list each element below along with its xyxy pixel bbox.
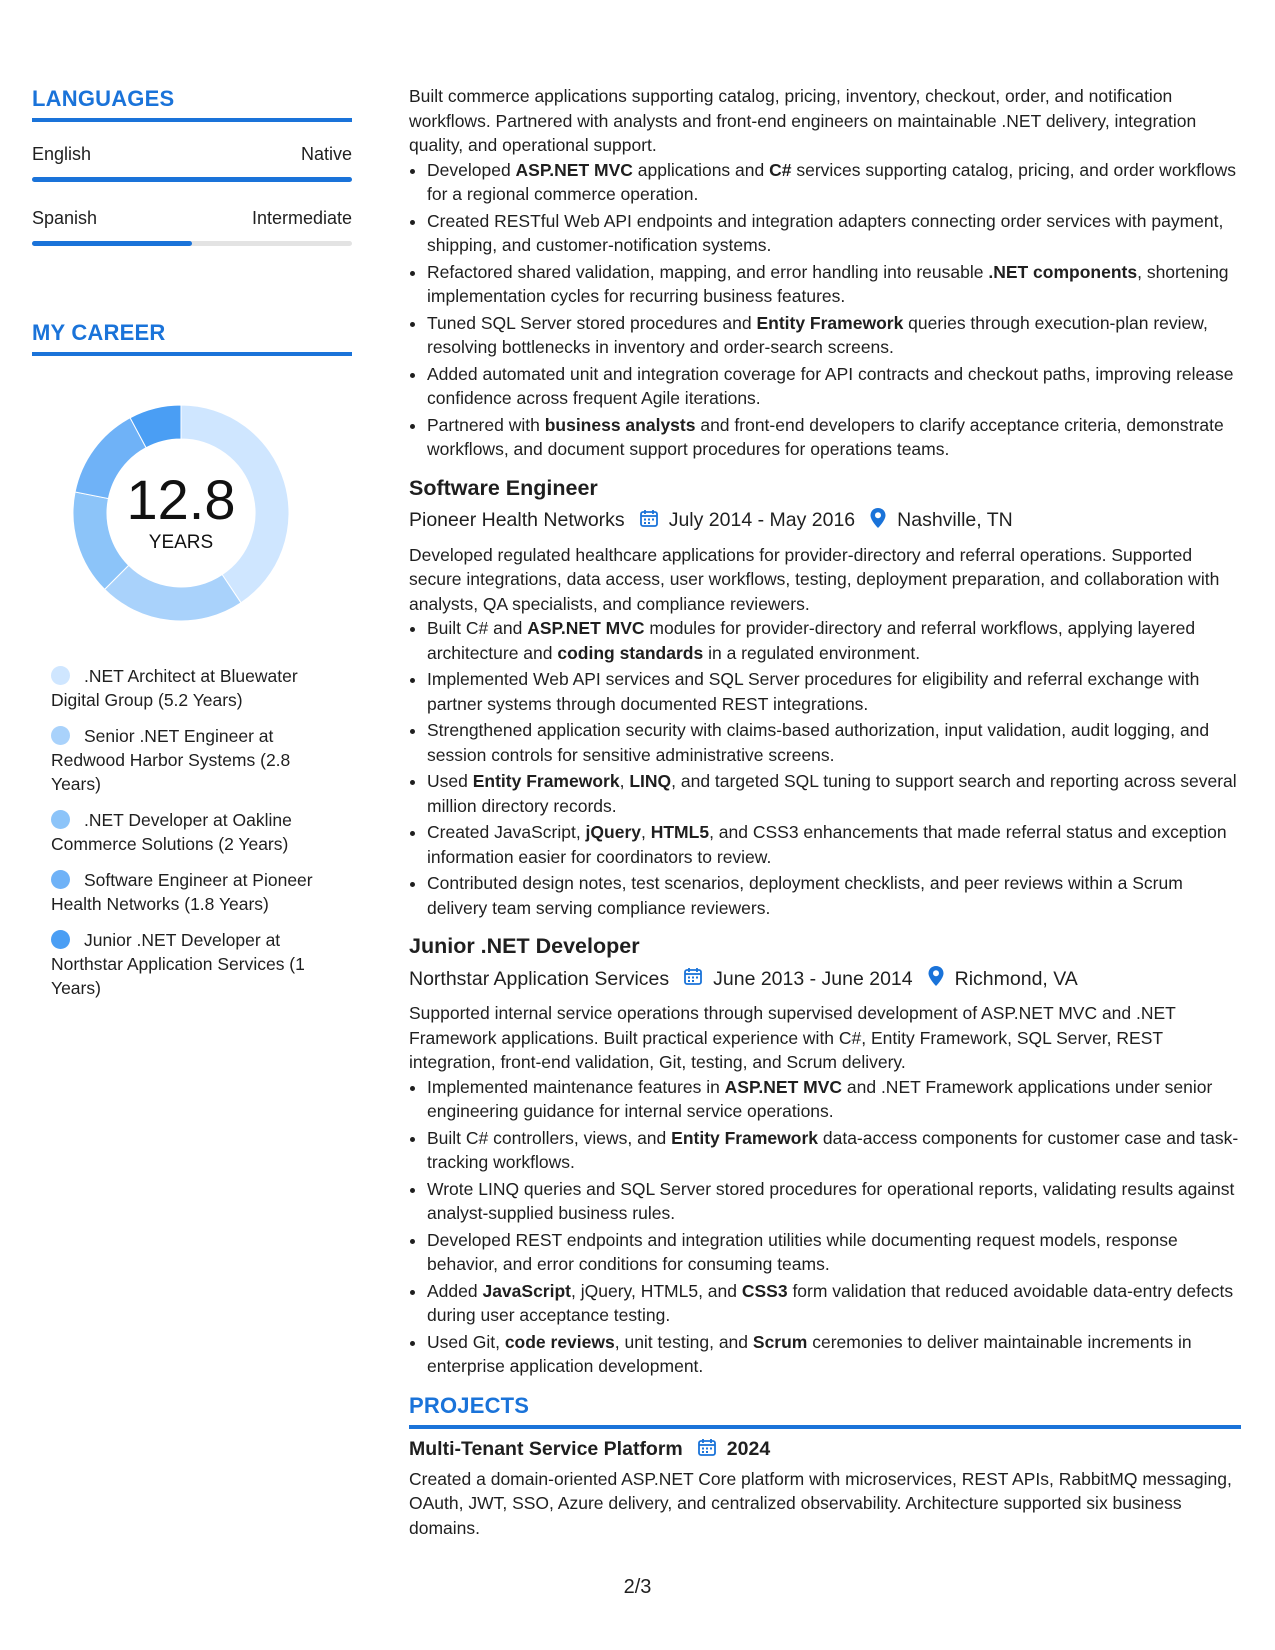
language-level-bar: [32, 241, 352, 246]
career-legend-item: [51, 808, 336, 856]
map-pin-icon: [927, 965, 945, 993]
project-entry: [409, 1437, 1241, 1541]
job-bullets: [409, 158, 1241, 462]
career-section: [32, 320, 352, 1000]
calendar-icon: [683, 966, 703, 992]
bullet-item: • Refactored shared validation, mapping, and error handling into reusable .NET components, shortening implementation cycles for recurring business features.: [427, 260, 1241, 309]
language-level: Intermediate: [251, 208, 352, 228]
career-donut-chart: [66, 398, 296, 628]
bullet-item: • Wrote LINQ queries and SQL Server stored procedures for operational reports, validating results against analyst-supplied business rules.: [427, 1177, 1241, 1226]
project-name: Multi-Tenant Service Platform: [409, 1438, 683, 1460]
bullet-item: • Built C# controllers, views, and Entity Framework data-access components for customer case and task-tracking workflows.: [427, 1126, 1241, 1175]
job-title: Software Engineer: [409, 475, 598, 500]
bullet-item: • Strengthened application security with claims-based authorization, input validation, audit logging, and session controls for sensitive administrative screens.: [427, 718, 1241, 767]
legend-label: Software Engineer at Pioneer Health Networks (1.8 Years): [51, 870, 313, 914]
language-level-bar: [32, 177, 352, 182]
language-name: English: [32, 144, 92, 164]
bullet-item: • Developed REST endpoints and integration utilities while documenting request models, response behavior, and error conditions for consuming teams.: [427, 1228, 1241, 1277]
bullet-item: • Built C# and ASP.NET MVC modules for provider-directory and referral workflows, applying layered architecture and coding standards in a regulated environment.: [427, 616, 1241, 665]
career-legend-item: [51, 664, 336, 712]
bullet-item: • Added automated unit and integration coverage for API contracts and checkout paths, improving release confidence across frequent Agile iterations.: [427, 362, 1241, 411]
legend-dot: [51, 666, 70, 685]
legend-dot: [51, 726, 70, 745]
projects-heading: PROJECTS: [409, 1393, 1241, 1429]
language-item: [32, 144, 352, 182]
legend-label: .NET Developer at Oakline Commerce Solutions (2 Years): [51, 810, 292, 854]
project-header: [409, 1437, 1241, 1463]
project-description: Created a domain-oriented ASP.NET Core platform with microservices, REST APIs, RabbitMQ messaging, OAuth, JWT, SSO, Azure delivery, and centralized observability. Architecture supported six business domains.: [409, 1468, 1232, 1538]
legend-label: Senior .NET Engineer at Redwood Harbor Systems (2.8 Years): [51, 726, 291, 794]
job-dates: June 2013 - June 2014: [713, 967, 913, 990]
projects-section: [409, 1393, 1241, 1541]
language-level-fill: [32, 177, 352, 182]
legend-dot: [51, 810, 70, 829]
job-summary: Supported internal service operations through supervised development of ASP.NET MVC and .NET Framework applications. Built practical experience with C#, Entity Framework, SQL Server, REST integration, front-end validation, Git, testing, and Scrum delivery.: [409, 1003, 1176, 1072]
main-column: [409, 84, 1241, 1540]
calendar-icon: [639, 508, 659, 534]
job-location: Richmond, VA: [954, 967, 1078, 990]
job-bullets: [409, 1075, 1241, 1379]
job-meta: [409, 965, 1241, 993]
language-name: Spanish: [32, 208, 98, 228]
job-bullets: [409, 616, 1241, 920]
career-heading: MY CAREER: [32, 320, 352, 356]
legend-label: .NET Architect at Bluewater Digital Group (5.2 Years): [51, 666, 298, 710]
intro-block: [409, 84, 1241, 462]
job-entry: [409, 934, 1241, 1379]
career-total: [66, 398, 296, 628]
legend-dot: [51, 870, 70, 889]
bullet-item: • Partnered with business analysts and front-end developers to clarify acceptance criteria, demonstrate workflows, and document support procedures for operations teams.: [427, 413, 1241, 462]
bullet-item: • Used Git, code reviews, unit testing, and Scrum ceremonies to deliver maintainable increments in enterprise application development.: [427, 1330, 1241, 1379]
job-dates: July 2014 - May 2016: [668, 509, 856, 531]
job-company: Northstar Application Services: [409, 967, 670, 990]
legend-label: Junior .NET Developer at Northstar Application Services (1 Years): [51, 930, 305, 998]
career-legend-item: [51, 928, 336, 1000]
bullet-item: • Contributed design notes, test scenarios, deployment checklists, and peer reviews within a Scrum delivery team serving compliance reviewers.: [427, 871, 1241, 920]
bullet-item: • Created RESTful Web API endpoints and integration adapters connecting order services with payment, shipping, and customer-notification systems.: [427, 209, 1241, 258]
career-total-value: 12.8: [126, 468, 236, 531]
job-company: Pioneer Health Networks: [409, 509, 625, 531]
languages-section: [32, 86, 352, 246]
project-year: 2024: [726, 1438, 771, 1460]
bullet-item: • Tuned SQL Server stored procedures and Entity Framework queries through execution-plan review, resolving bottlenecks in inventory and order-search screens.: [427, 311, 1241, 360]
bullet-item: • Added JavaScript, jQuery, HTML5, and CSS3 form validation that reduced avoidable data-entry defects during user acceptance testing.: [427, 1279, 1241, 1328]
career-legend-item: [51, 724, 336, 796]
page-number: 2/3: [623, 1576, 652, 1598]
sidebar: [32, 86, 352, 1012]
bullet-item: • Used Entity Framework, LINQ, and targeted SQL tuning to support search and reporting across several million directory records.: [427, 769, 1241, 818]
bullet-item: • Developed ASP.NET MVC applications and C# services supporting catalog, pricing, and order workflows for a regional commerce operation.: [427, 158, 1241, 207]
job-entry: [409, 476, 1241, 921]
bullet-item: • Implemented maintenance features in ASP.NET MVC and .NET Framework applications under senior engineering guidance for internal service operations.: [427, 1075, 1241, 1124]
language-level: Native: [300, 144, 352, 164]
job-title: Junior .NET Developer: [409, 934, 640, 958]
career-legend: [51, 664, 336, 1000]
language-level-fill: [32, 241, 192, 246]
job-summary: Built commerce applications supporting catalog, pricing, inventory, checkout, order, and notification workflows. Partnered with analysts and front-end engineers on maintainable .NET delivery, integration quality, and operational support.: [409, 86, 1197, 155]
bullet-item: • Implemented Web API services and SQL Server procedures for eligibility and referral exchange with partner systems through documented REST integrations.: [427, 667, 1241, 716]
job-summary: Developed regulated healthcare applications for provider-directory and referral operations. Supported secure integrations, data access, user workflows, testing, deployment preparation, and collaboration with analysts, QA specialists, and compliance reviewers.: [409, 544, 1220, 614]
calendar-icon: [697, 1437, 717, 1463]
job-meta: [409, 507, 1241, 535]
job-location: Nashville, TN: [897, 509, 1013, 531]
legend-dot: [51, 930, 70, 949]
language-item: [32, 208, 352, 246]
bullet-item: • Created JavaScript, jQuery, HTML5, and CSS3 enhancements that made referral status and exception information easier for coordinators to review.: [427, 820, 1241, 869]
languages-heading: LANGUAGES: [32, 86, 352, 122]
map-pin-icon: [869, 507, 887, 535]
career-total-unit: YEARS: [148, 532, 214, 553]
career-legend-item: [51, 868, 336, 916]
